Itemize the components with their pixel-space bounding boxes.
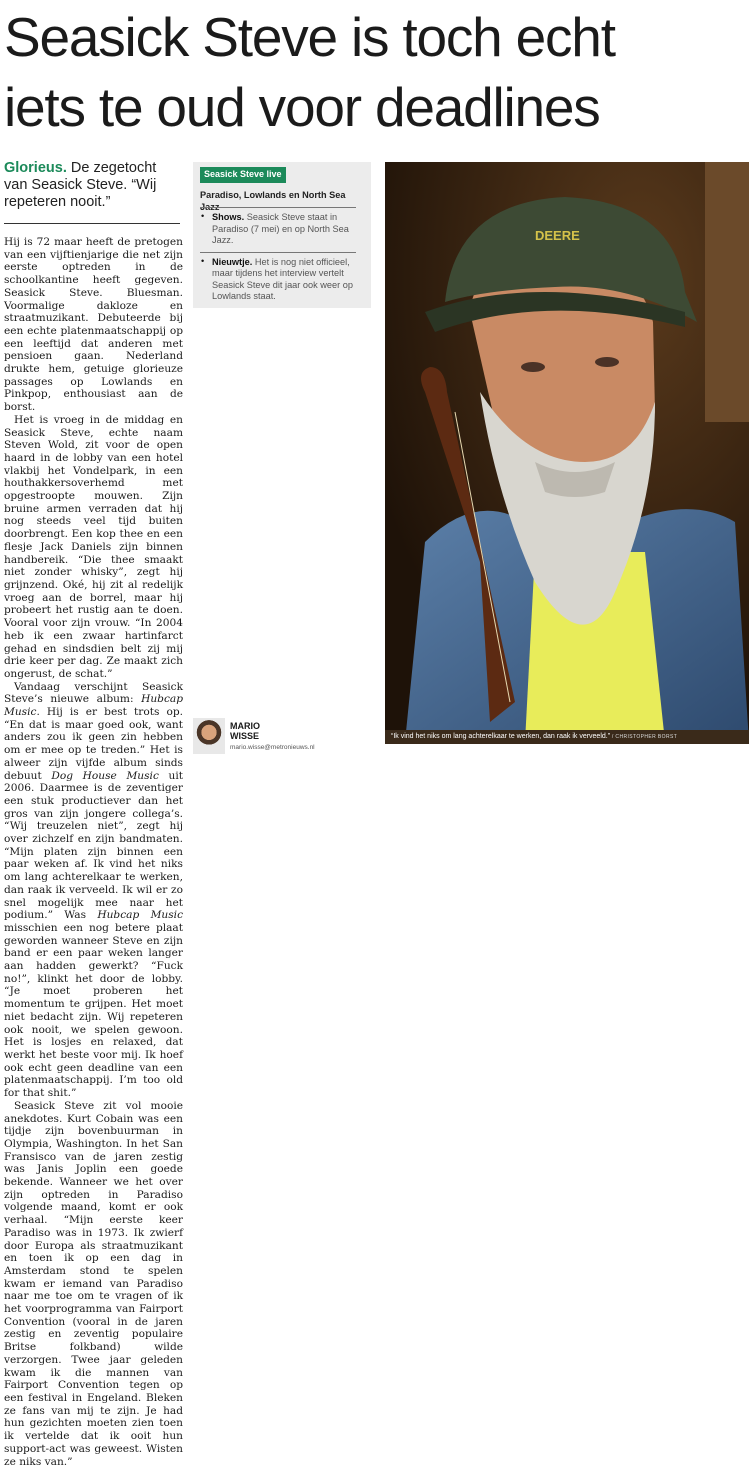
intro-kicker: Glorieus.: [4, 160, 67, 176]
byline: [193, 716, 373, 760]
factbox: [193, 162, 371, 308]
factbox-item-shows: [200, 207, 356, 252]
album-title: Dog House Music: [51, 769, 159, 782]
photo-caption: [385, 730, 749, 744]
photo-credit: / CHRISTOPHER BORST: [610, 734, 678, 740]
author-name: MARIO WISSE: [230, 721, 260, 741]
intro: [4, 160, 182, 211]
body-paragraph: Het is vroeg in de middag en Seasick Steve, echte naam Steven Wold, zit voor de open haard in de lobby van een hotel vlakbij het Vondelpark, in een houthakkersoverhemd met opgestroopte mouwen. Zijn bruine armen verraden dat hij nog steeds veel tijd buiten doorbrengt. Een kop thee en een flesje Jack Daniels zijn binnen handbereik. “Die thee smaakt niet zonder whisky”, zegt hij grijnzend. Oké, hij zit al redelijk vroeg aan de borrel, maar hij probeert het rustig aan te doen. Vooral voor zijn vrouw. “In 2004 heb ik een zwaar hartinfarct gehad en sindsdien belt zij mij drie keer per dag. Ze maakt zich ongerust, de schat.”: [4, 413, 183, 680]
author-avatar: [193, 718, 225, 754]
headline: [4, 2, 746, 142]
svg-text:DEERE: DEERE: [535, 228, 580, 243]
body-text: . Hij is er best trots op. “En dat is maar goed ook, want anders zou ik geen zin hebben om er mee op te treden.” Het is alweer zijn vijfde album sinds debuut: [4, 706, 183, 782]
body-paragraph: Seasick Steve zit vol mooie anekdotes. Kurt Cobain was een tijdje zijn bovenbuurman in Olympia, Washington. In het San Fransisco van de jaren zestig was Janis Joplin een goede bekende. Wanneer we het over zijn optreden in Paradiso volgende maand, komt er ook verhaal. “Mijn eerste keer Paradiso was in 1973. Ik zwierf door Europa als straatmuzikant en toen ik op een dag in Amsterdam stond te spelen kwam er iemand van Paradiso naar me toe om te vragen of ik het voorprogramma van Fairport Convention (vooral in de jaren zestig en zeventig populaire Britse folkband) wilde verzorgen. Twee jaar geleden kwam ik die mannen van Fairport Convention tegen op een festival in Engeland. Bleken ze fans van mij te zijn. Je had hun gezichten moeten zien toen ik vertelde dat ik ooit hun support-act was geweest. Wisten ze niks van.”: [4, 1099, 183, 1468]
body-paragraph: [4, 681, 183, 1100]
factbox-item-nieuwtje: [200, 252, 356, 308]
factbox-subtitle: Paradiso, Lowlands en North Sea Jazz: [200, 190, 346, 212]
headline-line-2: iets te oud voor deadlines: [4, 76, 600, 138]
factbox-item-text: Seasick Steve staat in Paradiso (7 mei) en op North Sea Jazz.: [212, 212, 349, 245]
article-photo: [385, 162, 749, 742]
caption-text: “Ik vind het niks om lang achterelkaar te werken, dan raak ik verveeld.”: [391, 733, 611, 740]
body-text: misschien een nog betere plaat geworden wanneer Steve en zijn band er een paar weken langer aan hadden gewerkt? “Fuck no!”, klinkt het door de lobby. “Je moet proberen het momentum te grijpen. Het moet niet bedacht zijn. Wij repeteren ook nooit, we spelen gewoon. Het is losjes en relaxed, dat werkt het beste voor mij. Ik hoef ook echt geen deadline van een platenmaatschappij. I’m too old for that shit.”: [4, 921, 183, 1100]
photo-illustration: [385, 162, 749, 742]
body-paragraph: Hij is 72 maar heeft de pretogen van een vijftienjarige die net zijn eerste optreden in de schoolkantine heeft gegeven. Seasick Steve. Bluesman. Voormalige dakloze en straatmuzikant. Debuteerde bij een echte platenmaatschappij op een leeftijd dat anderen met pensioen gaan. Nederland drukte hem, getuige glorieuze passages op Lowlands en Pinkpop, enthousiast aan de borst.: [4, 236, 183, 414]
factbox-item-text: Het is nog niet officieel, maar tijdens het interview vertelt Seasick Steve dit jaar ook weer op Lowlands staat.: [212, 256, 353, 301]
headline-line-1: Seasick Steve is toch echt: [4, 6, 615, 68]
article-body: [4, 236, 184, 1468]
factbox-list: [200, 207, 356, 308]
body-text: Vandaag verschijnt Seasick Steve’s nieuwe album:: [4, 680, 183, 706]
factbox-tag: Seasick Steve live: [200, 167, 286, 183]
factbox-item-label: Nieuwtje.: [212, 256, 253, 267]
body-text: uit 2006. Daarmee is de zeventiger een stuk productiever dan het gros van zijn jongere collega’s. “Wij treuzelen niet”, zegt hij over zichzelf en zijn bandmaten. “Mijn platen zijn binnen een paar weken af. Ik vind het niks om lang achterelkaar te werken, dan raak ik verveeld. Ik wil er zo snel mogelijk mee naar het podium.” Was: [4, 769, 183, 922]
factbox-item-label: Shows.: [212, 212, 245, 222]
intro-text: De zegetocht van Seasick Steve. “Wij repeteren nooit.”: [4, 160, 157, 210]
album-title: Hubcap Music: [4, 693, 183, 719]
album-title: Hubcap Music: [97, 909, 184, 922]
author-email[interactable]: mario.wisse@metronieuws.nl: [230, 744, 315, 751]
intro-divider: [4, 223, 180, 224]
